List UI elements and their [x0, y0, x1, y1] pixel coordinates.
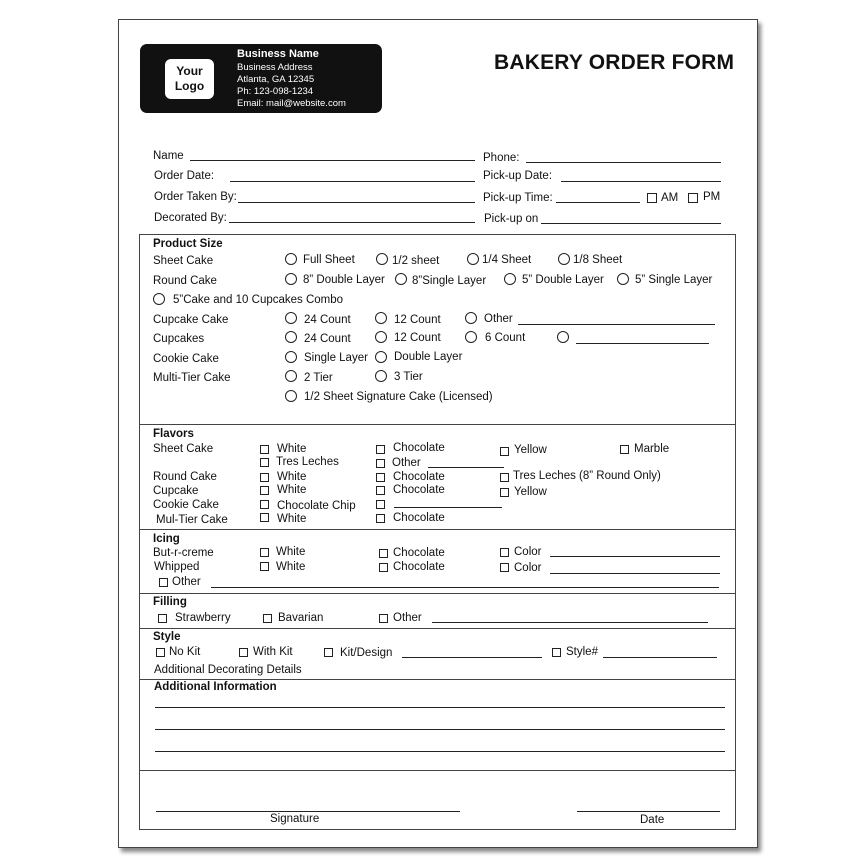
icing-white2-checkbox[interactable]	[260, 562, 269, 571]
signature-label: Signature	[270, 813, 320, 825]
flavor-sheet-label: Sheet Cake	[153, 443, 214, 455]
two-tier-radio[interactable]	[285, 370, 297, 382]
fl-cup-yellow-label: Yellow	[514, 486, 547, 498]
pm-checkbox[interactable]	[688, 193, 698, 203]
business-name: Business Name	[237, 48, 319, 60]
style-num-label: Style#	[566, 646, 598, 658]
r5-double-label: 5” Double Layer	[522, 274, 604, 286]
fl-sheet-other-checkbox[interactable]	[376, 459, 385, 468]
product-size-heading: Product Size	[153, 238, 223, 250]
flavor-cookie-label: Cookie Cake	[153, 499, 219, 511]
eighth-sheet-radio[interactable]	[558, 253, 570, 265]
pickup-time-field[interactable]	[556, 202, 640, 203]
form-title: BAKERY ORDER FORM	[494, 51, 735, 74]
fl-sheet-yellow-checkbox[interactable]	[500, 447, 509, 456]
butrcreme-label: But-r-creme	[153, 547, 214, 559]
fl-sheet-yellow-label: Yellow	[514, 444, 547, 456]
fl-round-tres-label: Tres Leches (8” Round Only)	[513, 470, 661, 482]
logo-placeholder: Your Logo	[165, 59, 214, 99]
fl-cup-choc-checkbox[interactable]	[376, 486, 385, 495]
phone-field[interactable]	[526, 162, 721, 163]
fl-mt-choc-label: Chocolate	[393, 512, 445, 524]
pickup-time-label: Pick-up Time:	[483, 192, 553, 204]
cupcake-cake-label: Cupcake Cake	[153, 314, 229, 326]
order-date-field[interactable]	[230, 181, 475, 182]
fl-sheet-choc-label: Chocolate	[393, 442, 445, 454]
am-label: AM	[661, 192, 679, 204]
additional-info-line[interactable]	[155, 729, 725, 730]
signature-field[interactable]	[156, 811, 460, 812]
kit-design-field[interactable]	[402, 657, 542, 658]
cc-other-field[interactable]	[518, 324, 715, 325]
full-sheet-label: Full Sheet	[303, 254, 355, 266]
filling-other-checkbox[interactable]	[379, 614, 388, 623]
name-field[interactable]	[190, 160, 475, 161]
am-checkbox[interactable]	[647, 193, 657, 203]
pickup-date-label: Pick-up Date:	[483, 170, 553, 182]
additional-info-line[interactable]	[155, 707, 725, 708]
half-sheet-radio[interactable]	[376, 253, 388, 265]
order-taken-label: Order Taken By:	[154, 191, 237, 203]
additional-info-heading: Additional Information	[154, 681, 277, 693]
fl-round-choc-label: Chocolate	[393, 471, 445, 483]
three-tier-radio[interactable]	[375, 370, 387, 382]
icing-color1-checkbox[interactable]	[500, 548, 509, 557]
eighth-sheet-label: 1/8 Sheet	[573, 254, 623, 266]
fl-round-white-checkbox[interactable]	[260, 473, 269, 482]
signature-cake-radio[interactable]	[285, 390, 297, 402]
icing-white1-checkbox[interactable]	[260, 548, 269, 557]
r5-double-radio[interactable]	[504, 273, 516, 285]
style-heading: Style	[153, 631, 181, 643]
icing-choc1-checkbox[interactable]	[379, 549, 388, 558]
fl-tres-checkbox[interactable]	[260, 458, 269, 467]
cc12-label: 12 Count	[394, 314, 441, 326]
filling-strawberry-checkbox[interactable]	[158, 614, 167, 623]
fl-cookie-other-checkbox[interactable]	[376, 500, 385, 509]
cu24-radio[interactable]	[285, 331, 297, 343]
additional-details-label: Additional Decorating Details	[154, 664, 302, 676]
fl-sheet-other-label: Other	[392, 457, 421, 469]
cc-other-radio[interactable]	[465, 312, 477, 324]
r8-single-radio[interactable]	[395, 273, 407, 285]
cu-other-radio[interactable]	[557, 331, 569, 343]
no-kit-checkbox[interactable]	[156, 648, 165, 657]
fl-cup-white-label: White	[277, 484, 307, 496]
combo-radio[interactable]	[153, 293, 165, 305]
flavor-round-label: Round Cake	[153, 471, 217, 483]
name-label: Name	[153, 150, 184, 162]
cc-other-label: Other	[484, 313, 513, 325]
three-tier-label: 3 Tier	[394, 371, 423, 383]
cc12-radio[interactable]	[375, 312, 387, 324]
fl-mt-choc-checkbox[interactable]	[376, 514, 385, 523]
business-email: Email: mail@website.com	[237, 98, 346, 109]
icing-color2-field[interactable]	[550, 573, 720, 574]
cu6-radio[interactable]	[465, 331, 477, 343]
decorated-by-field[interactable]	[229, 222, 475, 223]
r8-double-radio[interactable]	[285, 273, 297, 285]
filling-other-field[interactable]	[432, 622, 708, 623]
icing-color1-label: Color	[514, 546, 542, 558]
filling-bavarian-checkbox[interactable]	[263, 614, 272, 623]
double-layer-label: Double Layer	[394, 351, 463, 363]
fl-cup-choc-label: Chocolate	[393, 484, 445, 496]
double-layer-radio[interactable]	[375, 351, 387, 363]
icing-other-checkbox[interactable]	[159, 578, 168, 587]
cc24-label: 24 Count	[304, 314, 351, 326]
r8-single-label: 8”Single Layer	[412, 275, 487, 287]
style-num-checkbox[interactable]	[552, 648, 561, 657]
flavor-cupcake-label: Cupcake	[153, 485, 199, 497]
icing-other-field[interactable]	[211, 587, 719, 588]
full-sheet-radio[interactable]	[285, 253, 297, 265]
pm-label: PM	[703, 191, 721, 203]
icing-color2-label: Color	[514, 562, 542, 574]
business-phone: Ph: 123-098-1234	[237, 86, 314, 97]
fl-round-tres-checkbox[interactable]	[500, 473, 509, 482]
icing-other-label: Other	[172, 576, 201, 588]
single-layer-radio[interactable]	[285, 351, 297, 363]
cc24-radio[interactable]	[285, 312, 297, 324]
fl-cookie-other-field[interactable]	[394, 507, 502, 508]
two-tier-label: 2 Tier	[304, 372, 333, 384]
quarter-sheet-label: 1/4 Sheet	[482, 254, 532, 266]
icing-choc1-label: Chocolate	[393, 547, 445, 559]
sheet-cake-label: Sheet Cake	[153, 255, 214, 267]
icing-white2-label: White	[276, 561, 306, 573]
business-city: Atlanta, GA 12345	[237, 74, 315, 85]
multi-tier-label: Multi-Tier Cake	[153, 372, 231, 384]
half-sheet-label: 1/2 sheet	[392, 255, 440, 267]
cu-other-field[interactable]	[576, 343, 709, 344]
fl-cup-white-checkbox[interactable]	[260, 486, 269, 495]
pickup-on-label: Pick-up on	[484, 213, 539, 225]
fl-chocchip-checkbox[interactable]	[260, 500, 269, 509]
r5-single-label: 5” Single Layer	[635, 274, 713, 286]
cu6-label: 6 Count	[485, 332, 526, 344]
cu24-label: 24 Count	[304, 333, 351, 345]
fl-round-choc-checkbox[interactable]	[376, 473, 385, 482]
quarter-sheet-radio[interactable]	[467, 253, 479, 265]
filling-bavarian-label: Bavarian	[278, 612, 324, 624]
fl-cup-yellow-checkbox[interactable]	[500, 488, 509, 497]
fl-sheet-other-field[interactable]	[428, 467, 504, 468]
fl-sheet-choc-checkbox[interactable]	[376, 445, 385, 454]
fl-round-white-label: White	[277, 471, 307, 483]
fl-marble-label: Marble	[634, 443, 670, 455]
decorated-by-label: Decorated By:	[154, 212, 227, 224]
order-date-label: Order Date:	[154, 170, 215, 182]
icing-color2-checkbox[interactable]	[500, 563, 509, 572]
no-kit-label: No Kit	[169, 646, 201, 658]
with-kit-checkbox[interactable]	[239, 648, 248, 657]
flavor-multitier-label: Mul-Tier Cake	[156, 514, 228, 526]
fl-chocchip-label: Chocolate Chip	[277, 500, 356, 512]
filling-other-label: Other	[393, 612, 422, 624]
fl-sheet-white-checkbox[interactable]	[260, 445, 269, 454]
icing-choc2-checkbox[interactable]	[379, 563, 388, 572]
fl-mt-white-label: White	[277, 513, 307, 525]
date-field[interactable]	[577, 811, 720, 812]
icing-color1-field[interactable]	[550, 556, 720, 557]
business-address: Business Address	[237, 62, 313, 73]
single-layer-label: Single Layer	[304, 352, 368, 364]
cu12-label: 12 Count	[394, 332, 441, 344]
r5-single-radio[interactable]	[617, 273, 629, 285]
date-label: Date	[640, 814, 665, 826]
r8-double-label: 8” Double Layer	[303, 274, 385, 286]
pickup-on-field[interactable]	[541, 223, 721, 224]
additional-info-line[interactable]	[155, 751, 725, 752]
icing-choc2-label: Chocolate	[393, 561, 445, 573]
cookie-cake-label: Cookie Cake	[153, 353, 219, 365]
combo-label: 5”Cake and 10 Cupcakes Combo	[173, 294, 344, 306]
cupcakes-label: Cupcakes	[153, 333, 205, 345]
fl-mt-white-checkbox[interactable]	[260, 513, 269, 522]
pickup-date-field[interactable]	[561, 181, 721, 182]
phone-label: Phone:	[483, 152, 520, 164]
fl-tres-label: Tres Leches	[276, 456, 339, 468]
filling-heading: Filling	[153, 596, 187, 608]
whipped-label: Whipped	[154, 561, 200, 573]
kit-design-checkbox[interactable]	[324, 648, 333, 657]
kit-design-label: Kit/Design	[340, 647, 393, 659]
round-cake-label: Round Cake	[153, 275, 217, 287]
order-taken-field[interactable]	[238, 202, 475, 203]
fl-marble-checkbox[interactable]	[620, 445, 629, 454]
with-kit-label: With Kit	[253, 646, 293, 658]
cu12-radio[interactable]	[375, 331, 387, 343]
icing-heading: Icing	[153, 533, 180, 545]
signature-cake-label: 1/2 Sheet Signature Cake (Licensed)	[304, 391, 493, 403]
flavors-heading: Flavors	[153, 428, 194, 440]
style-num-field[interactable]	[603, 657, 717, 658]
icing-white1-label: White	[276, 546, 306, 558]
filling-strawberry-label: Strawberry	[175, 612, 231, 624]
fl-sheet-white-label: White	[277, 443, 307, 455]
